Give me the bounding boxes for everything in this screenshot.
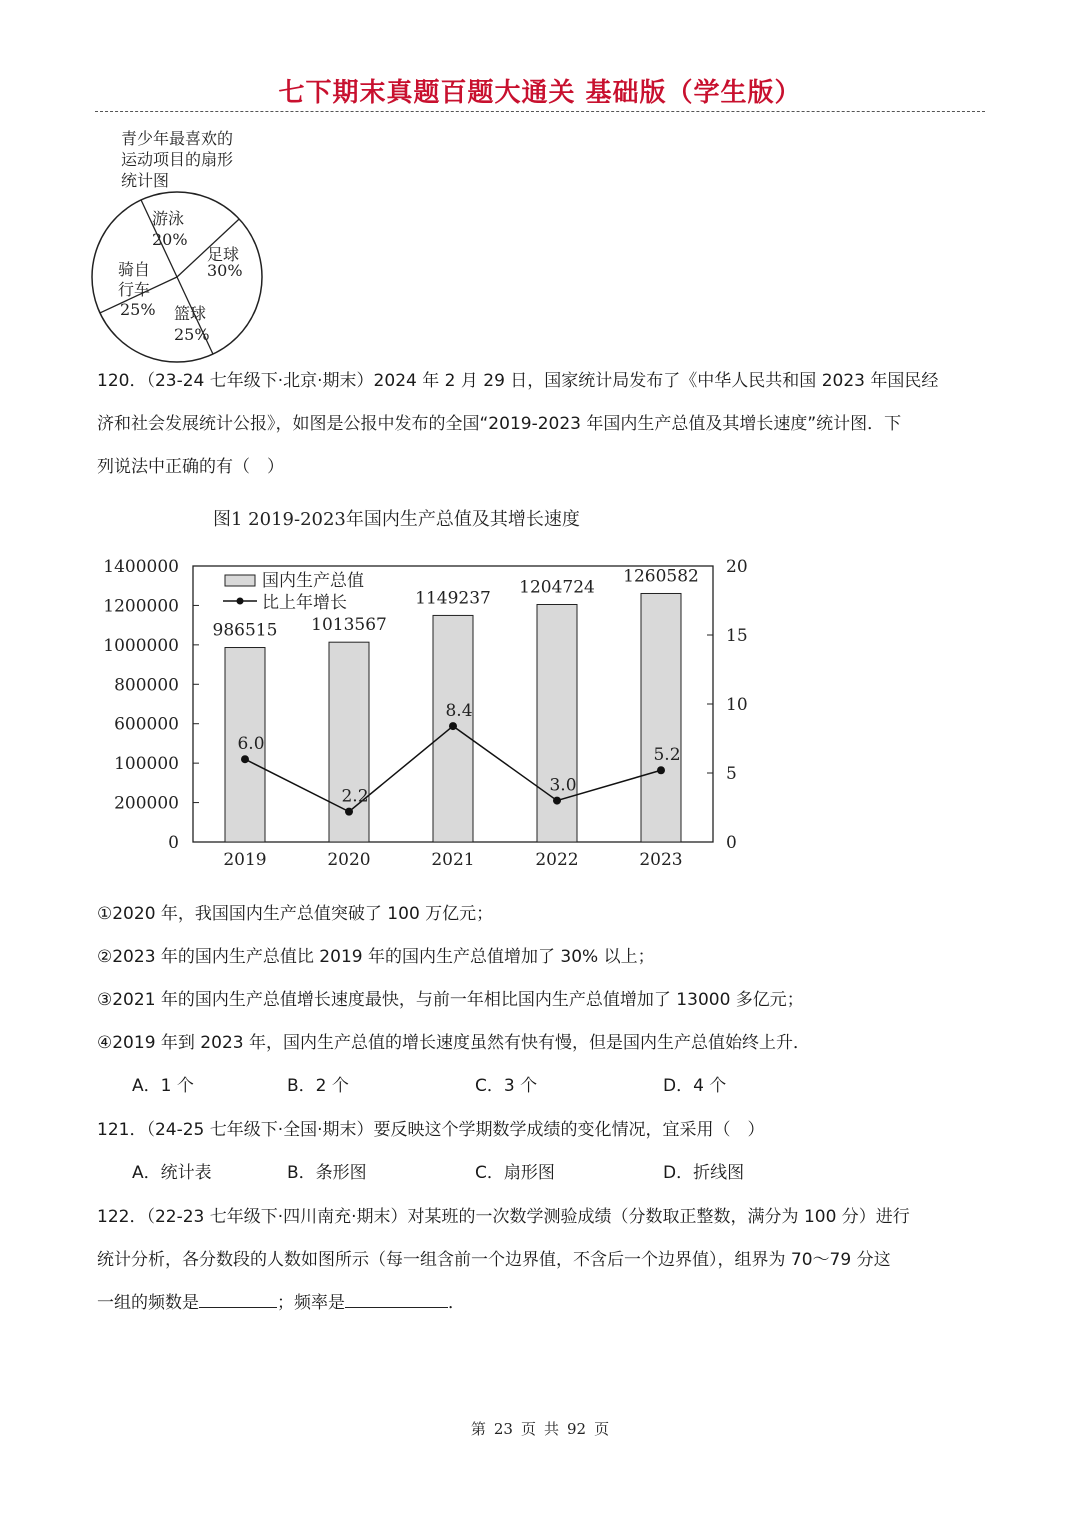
- pie-chart: [90, 190, 270, 370]
- left-axis-tick-label: 100000: [114, 754, 179, 775]
- pie-label-soccer-pct: 30%: [207, 261, 243, 280]
- left-axis-tick-label: 1000000: [103, 635, 179, 656]
- growth-rate-label: 2.2: [341, 786, 369, 807]
- pie-label-swim: 游泳: [152, 209, 185, 228]
- right-axis-tick-label: 5: [726, 764, 737, 784]
- legend-bar-swatch: [225, 575, 255, 586]
- growth-rate-label: 5.2: [653, 745, 681, 766]
- gdp-bar-value-label: 1204724: [519, 577, 595, 598]
- header-divider: [95, 111, 985, 112]
- pie-label-soccer: 足球: [207, 245, 240, 264]
- left-axis-tick-label: 200000: [114, 793, 179, 814]
- question-text-line: 122．（22-23 七年级下·四川南充·期末）对某班的一次数学测验成绩（分数取正整数，满分为 100 分）进行: [97, 1207, 910, 1227]
- growth-rate-label: 6.0: [237, 734, 265, 755]
- growth-rate-label: 8.4: [445, 701, 473, 722]
- statement-3: ③2021 年的国内生产总值增长速度最快，与前一年相比国内生产总值增加了 13000 多亿元；: [97, 990, 804, 1010]
- gdp-combo-chart: [90, 548, 770, 878]
- answer-blank-frequency[interactable]: [199, 1283, 277, 1308]
- growth-rate-point: [657, 766, 665, 774]
- pie-caption-line: 运动项目的扇形: [121, 150, 234, 169]
- footer-text: 页: [520, 1420, 536, 1438]
- option-d[interactable]: D．折线图: [663, 1163, 745, 1183]
- question-text-line-last: [97, 1282, 987, 1325]
- question-text-line: 120．（23-24 七年级下·北京·期末）2024 年 2 月 29 日，国家统计局发布了《中华人民共和国 2023 年国民经: [97, 371, 939, 391]
- growth-rate-label: 3.0: [549, 775, 577, 796]
- page-header-title: 七下期末真题百题大通关 基础版（学生版）: [278, 78, 802, 108]
- pie-label-basketball: 篮球: [174, 304, 207, 323]
- pie-label-cycling-pct: 25%: [120, 300, 156, 319]
- pie-caption-line: 统计图: [121, 171, 170, 190]
- x-axis-tick-label: 2020: [327, 850, 371, 870]
- page-footer: [0, 1418, 1080, 1439]
- left-axis-tick-label: 600000: [114, 714, 179, 735]
- legend-bar-label: 国内生产总值: [262, 571, 364, 591]
- option-d[interactable]: D．4 个: [663, 1076, 727, 1096]
- question-text-fragment: ；频率是: [277, 1293, 345, 1313]
- left-axis-tick-label: 0: [168, 833, 179, 853]
- statement-2: ②2023 年的国内生产总值比 2019 年的国内生产总值增加了 30% 以上；: [97, 947, 655, 967]
- right-axis-tick-label: 0: [726, 833, 737, 853]
- legend-line-marker: [237, 598, 244, 605]
- question-text-line: 济和社会发展统计公报》，如图是公报中发布的全国“2019-2023 年国内生产总值及其增长速度”统计图．下: [97, 414, 902, 434]
- question-120-statements: [97, 893, 987, 1108]
- footer-page-number: 23: [493, 1420, 513, 1438]
- question-text-fragment: ．: [448, 1293, 465, 1313]
- question-122: [97, 1196, 987, 1325]
- question-text-line: 统计分析，各分数段的人数如图所示（每一组含前一个边界值，不含后一个边界值），组界为 70～79 分这: [97, 1250, 891, 1270]
- option-a[interactable]: A．统计表: [132, 1163, 212, 1183]
- pie-chart-caption: [121, 128, 271, 191]
- x-axis-tick-label: 2021: [431, 850, 475, 870]
- gdp-bar-value-label: 986515: [212, 620, 278, 641]
- pie-label-cycling-2: 行车: [118, 280, 151, 299]
- question-text-line: 121．（24-25 七年级下·全国·期末）要反映这个学期数学成绩的变化情况，宜采用（ ）: [97, 1120, 765, 1140]
- right-axis-tick-label: 20: [726, 557, 748, 577]
- pie-caption-line: 青少年最喜欢的: [121, 129, 234, 148]
- statement-4: ④2019 年到 2023 年，国内生产总值的增长速度虽然有快有慢，但是国内生产总值始终上升．: [97, 1033, 810, 1053]
- option-c[interactable]: C．3 个: [475, 1076, 538, 1096]
- question-text-fragment: 一组的频数是: [97, 1293, 199, 1313]
- left-axis-tick-label: 1400000: [103, 557, 179, 577]
- growth-rate-point: [241, 755, 249, 763]
- growth-rate-point: [345, 808, 353, 816]
- option-a[interactable]: A．1 个: [132, 1076, 194, 1096]
- footer-total-pages: 92: [567, 1420, 587, 1438]
- growth-rate-point: [449, 722, 457, 730]
- question-120-options: [97, 1065, 987, 1108]
- gdp-bar-value-label: 1149237: [415, 588, 491, 609]
- pie-label-basketball-pct: 25%: [174, 325, 210, 344]
- x-axis-tick-label: 2022: [535, 850, 579, 870]
- question-text-line: 列说法中正确的有（ ）: [97, 457, 284, 477]
- footer-text: 第: [470, 1420, 486, 1438]
- legend-line-label: 比上年增长: [262, 593, 347, 613]
- option-b[interactable]: B．条形图: [287, 1163, 367, 1183]
- answer-blank-rate[interactable]: [345, 1283, 448, 1308]
- pie-label-swim-pct: 20%: [152, 230, 188, 249]
- footer-text: 共: [544, 1420, 560, 1438]
- option-c[interactable]: C．扇形图: [475, 1163, 555, 1183]
- question-121: [97, 1109, 987, 1195]
- question-121-options: [97, 1152, 987, 1195]
- footer-text: 页: [594, 1420, 610, 1438]
- question-120-stem: [97, 360, 987, 489]
- option-b[interactable]: B．2 个: [287, 1076, 349, 1096]
- right-axis-tick-label: 15: [726, 626, 748, 646]
- gdp-bar: [537, 604, 577, 842]
- growth-rate-point: [553, 797, 561, 805]
- gdp-bar-value-label: 1260582: [623, 566, 699, 587]
- gdp-bar-value-label: 1013567: [311, 615, 387, 636]
- gdp-bar: [641, 593, 681, 842]
- x-axis-tick-label: 2023: [639, 850, 683, 870]
- right-axis-tick-label: 10: [726, 695, 748, 715]
- left-axis-tick-label: 1200000: [103, 596, 179, 617]
- chart-title: 图1 2019-2023年国内生产总值及其增长速度: [213, 509, 580, 530]
- statement-1: ①2020 年，我国国内生产总值突破了 100 万亿元；: [97, 904, 494, 924]
- x-axis-tick-label: 2019: [223, 850, 267, 870]
- left-axis-tick-label: 800000: [114, 675, 179, 696]
- pie-label-cycling-1: 骑自: [118, 260, 151, 279]
